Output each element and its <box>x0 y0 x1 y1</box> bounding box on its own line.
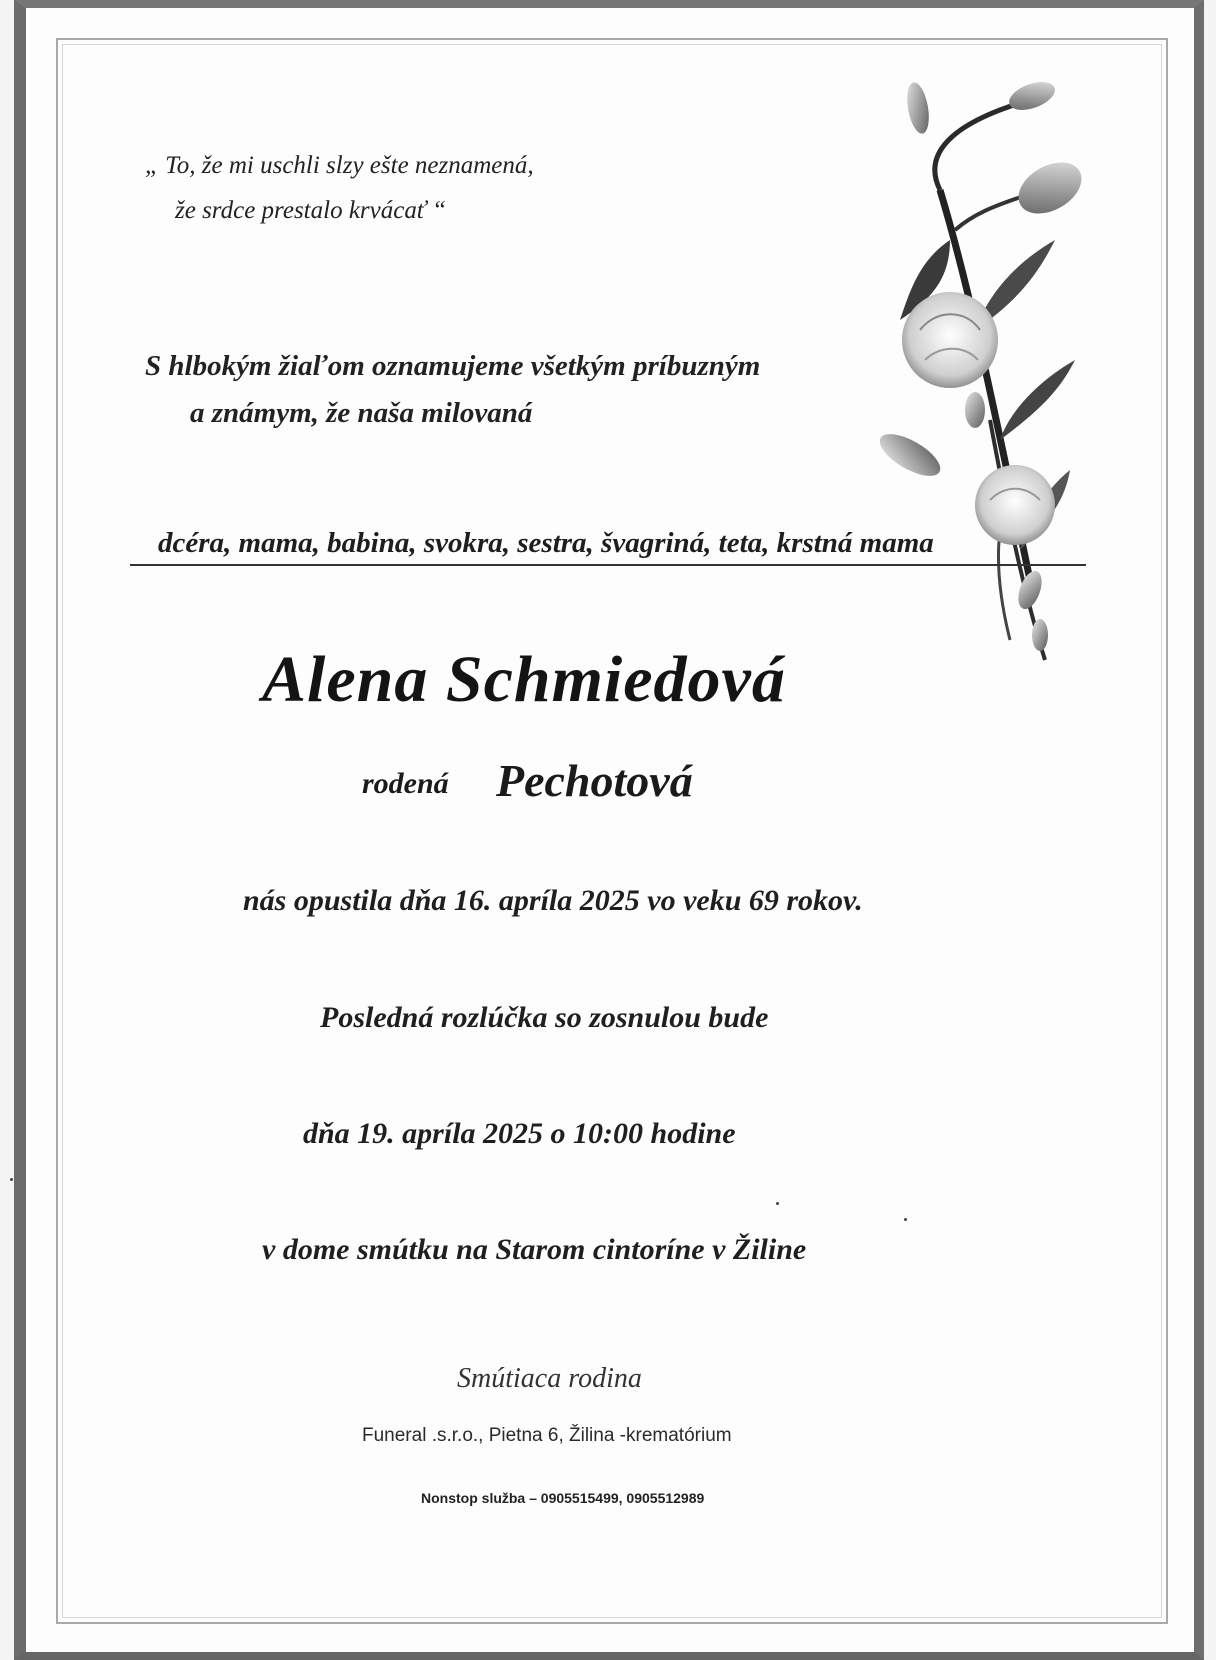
announcement-line-1: S hlbokým žiaľom oznamujeme všetkým príbuzným <box>145 350 761 382</box>
announcement-line-2: a známym, že naša milovaná <box>190 397 533 429</box>
relations-line: dcéra, mama, babina, svokra, sestra, švagriná, teta, krstná mama <box>158 527 934 559</box>
nonstop-service: Nonstop služba – 0905515499, 0905512989 <box>421 1490 705 1506</box>
deceased-name: Alena Schmiedová <box>262 643 786 716</box>
ceremony-intro: Posledná rozlúčka so zosnulou bude <box>320 1001 769 1034</box>
quote-line-2: že srdce prestalo krvácať “ <box>175 197 447 224</box>
scan-speck <box>904 1218 907 1221</box>
relations-underline <box>130 564 1086 566</box>
scan-speck <box>776 1202 779 1205</box>
death-info: nás opustila dňa 16. apríla 2025 vo veku 69 rokov. <box>243 884 863 917</box>
funeral-home-info: Funeral .s.r.o., Pietna 6, Žilina -krematórium <box>362 1425 732 1446</box>
ceremony-place: v dome smútku na Starom cintoríne v Žiline <box>262 1233 807 1266</box>
ceremony-datetime: dňa 19. apríla 2025 o 10:00 hodine <box>303 1117 736 1150</box>
family-signature: Smútiaca rodina <box>457 1363 642 1394</box>
born-name: Pechotová <box>496 755 693 806</box>
born-label: rodená <box>362 767 449 800</box>
flower-illustration <box>880 60 1140 700</box>
scan-speck <box>10 1178 13 1181</box>
quote-line-1: „ To, že mi uschli slzy ešte neznamená, <box>145 152 534 179</box>
